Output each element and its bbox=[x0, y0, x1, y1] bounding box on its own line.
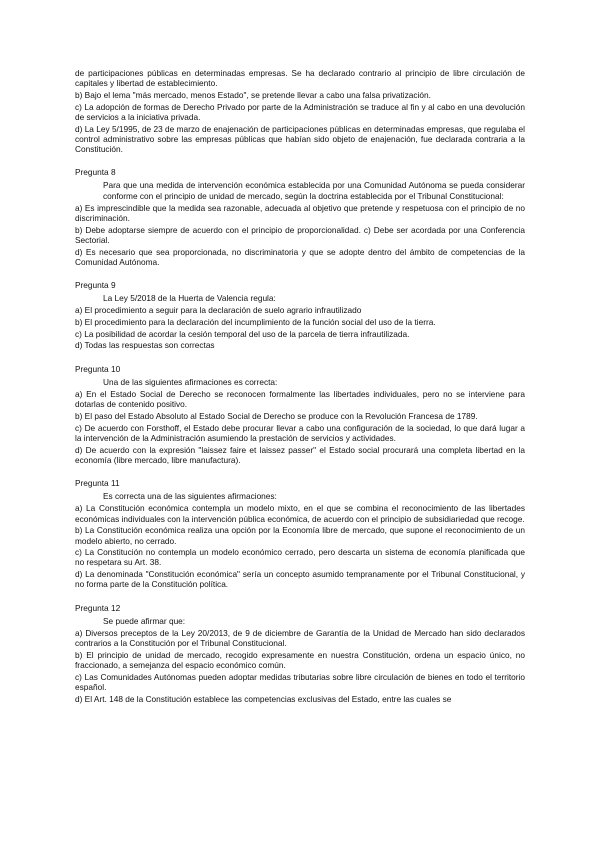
intro-paragraph: d) La Ley 5/1995, de 23 de marzo de enajenación de participaciones públicas en determinadas empresas, que regulaba el control administrativo sobre las empresas públicas que habían sido objeto de enajenación, fue declarada contraria a la Constitución. bbox=[75, 123, 525, 154]
answer-option: a) El procedimiento a seguir para la declaración de suelo agrario infrautilizado bbox=[75, 305, 362, 316]
answer-option: a) En el Estado Social de Derecho se reconocen formalmente las libertades individuales, pero no se interviene para dotarlas de contenido positivo. bbox=[75, 389, 525, 410]
question-stem: Para que una medida de intervención económica establecida por una Comunidad Autónoma se pueda considerar conforme con el principio de unidad de mercado, según la doctrina establecida por el Tribunal Constitucional: bbox=[103, 180, 525, 201]
question-stem: Se puede afirmar que: bbox=[103, 615, 186, 626]
question-stem: Es correcta una de las siguientes afirmaciones: bbox=[103, 491, 277, 502]
intro-section bbox=[75, 68, 525, 154]
question-label: Pregunta 10 bbox=[75, 363, 121, 374]
answer-option: d) De acuerdo con la expresión "laissez faire et laissez passer" el Estado social procurará una completa libertad en la economía (libre mercado, libre manufactura). bbox=[75, 444, 525, 465]
answer-option: b) El paso del Estado Absoluto al Estado Social de Derecho se produce con la Revolución Francesa de 1789. bbox=[75, 410, 478, 421]
question-label: Pregunta 11 bbox=[75, 478, 120, 488]
question-stem: Una de las siguientes afirmaciones es correcta: bbox=[103, 376, 278, 387]
intro-paragraph: c) La adopción de formas de Derecho Privado por parte de la Administración se traduce al fin y al cabo en una devolución de servicios a la iniciativa privada. bbox=[75, 101, 525, 122]
question-label: Pregunta 9 bbox=[75, 279, 116, 290]
question-label: Pregunta 8 bbox=[75, 167, 116, 178]
question-label: Pregunta 12 bbox=[75, 602, 121, 613]
question-12 bbox=[75, 603, 525, 704]
document-page bbox=[75, 68, 525, 705]
question-8 bbox=[75, 167, 525, 267]
answer-option: c) De acuerdo con Forsthoff, el Estado debe procurar llevar a cabo una configuración de la sociedad, lo que dará lugar a la intervención de la Administración asumiendo la prestación de servicios y actividades. bbox=[75, 422, 525, 443]
answer-option: d) Todas las respuestas son correctas bbox=[75, 340, 215, 351]
answer-option: b) La Constitución económica realiza una opción por la Economía libre de mercado, que supone el reconocimiento de un modelo abierto, no cerrado. bbox=[75, 525, 525, 546]
answer-option: c) La Constitución no contempla un modelo económico cerrado, pero descarta un sistema de economía planificada que no respetara su Art. 38. bbox=[75, 547, 525, 568]
answer-option: d) Es necesario que sea proporcionada, no discriminatoria y que se adopte dentro del ámbito de competencias de la Comunidad Autónoma. bbox=[75, 246, 525, 267]
answer-option: a) Es imprescindible que la medida sea razonable, adecuada al objetivo que pretende y respetuosa con el principio de no discriminación. bbox=[75, 202, 525, 223]
question-11 bbox=[75, 478, 525, 590]
answer-option: d) El Art. 148 de la Constitución establece las competencias exclusivas del Estado, entre las cuales se bbox=[75, 693, 452, 704]
answer-option: c) La posibilidad de acordar la cesión temporal del uso de la parcela de tierra infrautilizada. bbox=[75, 328, 410, 339]
question-stem: La Ley 5/2018 de la Huerta de Valencia regula: bbox=[103, 293, 276, 304]
intro-paragraph: b) Bajo el lema "más mercado, menos Estado", se pretende llevar a cabo una falsa privatización. bbox=[75, 89, 431, 100]
answer-option: a) La Constitución económica contempla un modelo mixto, en el que se combina el reconocimiento de las libertades económicas individuales con la intervención pública económica, de acuerdo con el principio de subsidiariedad que recoge. bbox=[75, 503, 525, 524]
question-10 bbox=[75, 364, 525, 465]
answer-option: b) El principio de unidad de mercado, recogido expresamente en nuestra Constitución, ordena un espacio único, no fraccionado, a semejanza del espacio económico común. bbox=[75, 649, 525, 671]
answer-option: b) El procedimiento para la declaración del incumplimiento de la función social del uso de la tierra. bbox=[75, 317, 436, 328]
answer-option: c) Las Comunidades Autónomas pueden adoptar medidas tributarias sobre libre circulación de bienes en todo el territorio español. bbox=[75, 671, 525, 692]
intro-paragraph: de participaciones públicas en determinadas empresas. Se ha declarado contrario al principio de libre circulación de capitales y libertad de establecimiento. bbox=[75, 68, 525, 89]
answer-option: d) La denominada "Constitución económica" sería un concepto asumido tempranamente por el Tribunal Constitucional, y no forma parte de la Constitución política. bbox=[75, 569, 525, 590]
answer-option: a) Diversos preceptos de la Ley 20/2013, de 9 de diciembre de Garantía de la Unidad de Mercado han sido declarados contrarios a la Constitución por el Tribunal Constitucional. bbox=[75, 627, 525, 649]
answer-option: b) Debe adoptarse siempre de acuerdo con el principio de proporcionalidad. c) Debe ser acordada por una Conferencia Sectorial. bbox=[75, 224, 525, 245]
question-9 bbox=[75, 280, 525, 351]
